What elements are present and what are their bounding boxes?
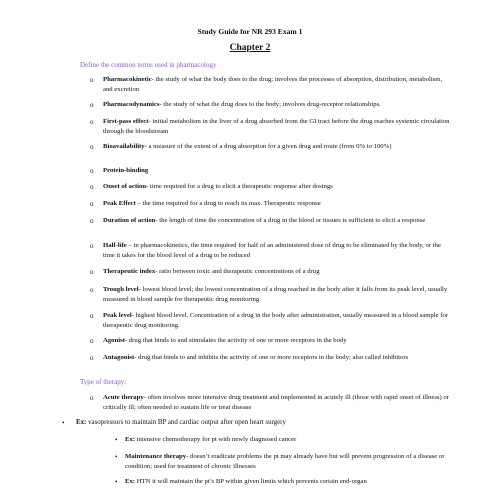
circle-bullet-icon: o [90, 354, 94, 362]
bullet-icon: • [115, 453, 118, 461]
circle-bullet-icon: o [90, 183, 94, 191]
circle-bullet-icon: o [90, 286, 94, 294]
circle-bullet-icon: o [90, 312, 94, 320]
circle-bullet-icon: o [90, 268, 94, 276]
bullet-icon: • [115, 436, 118, 444]
circle-bullet-icon: o [90, 76, 94, 84]
document-page: Study Guide for NR 293 Exam 1 Chapter 2 Define the common terms used in pharmacology o Pharmacokinetic- the study of what the body does to the drug; involves the processes of absorption, distribution, metabolism, and excretion o Pharmacodynamics- the study of what the drug does to the body; involves drug-receptor relationships. o First-pass effect- initial metabolism in the liver of a drug absorbed from the GI tract before the drug reaches systemic circulation through the bloodstream o Bioavailability- a measure of the extent of a drug absorption for a given drug and route (from 0% to 100%) o Protein-binding o Onset of action- time required for a drug to elicit a therapeutic response after dosings o Peak Effect – the time required for a drug to reach its max. Therapeutic response o Duration of action- the length of time the concentration of a drug in the blood or tissues is sufficient to elicit a response o Half-life – in pharmacokinetics, the time required for half of an administered dose of drug to be eliminated by the body, or the time it takes for the blood level of a drug to be reduced o Therapeutic index- ratio between toxic and therapeutic concentrations of a drug o Trough level- lowest blood level; the lowest concentration of a drug reached in the body after it falls from its peak level, usually measured in blood sample for therapeutic drug monitoring o Peak level- highest blood level. Concentration of a drug in the body after administration, usually measured in a blood sample for therapeutic drug monitoring. o Agonist- drug that binds to and stimulates the activity of one or more receptors in the body o Antagonist- drug that binds to and inhibits the activity of one or more receptors in the body; also called inhibitors Type of therapy: o Acute therapy- often involves more intensive drug treatment and implemented in acutely ill (those with rapid onset of illness) or critically ill; often needed to sustain life or treat disease • Ex: vasopressors to maintain BP and cardiac output after open heart surgery • Ex: intensive chemotherapy for pt with newly diagnosed cancer • Maintenance therapy- doesn’t eradicate problems the pt may already have but will prevent progression of a disease or condition; used for treatment of chronic illnesses • Ex: HTN it will maintain the pt’s BP within given limits which prevents certain end-organ [0, 0, 500, 500]
circle-bullet-icon: o [90, 394, 94, 402]
circle-bullet-icon: o [90, 337, 94, 345]
section-heading-terms: Define the common terms used in pharmacology [80, 61, 217, 69]
circle-bullet-icon: o [90, 101, 94, 109]
bullet-icon: • [115, 478, 118, 486]
circle-bullet-icon: o [90, 118, 94, 126]
circle-bullet-icon: o [90, 200, 94, 208]
section-heading-therapy: Type of therapy: [80, 378, 127, 386]
chapter-heading: Chapter 2 [229, 43, 271, 53]
document-title: Study Guide for NR 293 Exam 1 [197, 27, 303, 36]
circle-bullet-icon: o [90, 217, 94, 225]
bullet-icon: • [62, 419, 65, 427]
circle-bullet-icon: o [90, 167, 94, 175]
circle-bullet-icon: o [90, 242, 94, 250]
circle-bullet-icon: o [90, 143, 94, 151]
